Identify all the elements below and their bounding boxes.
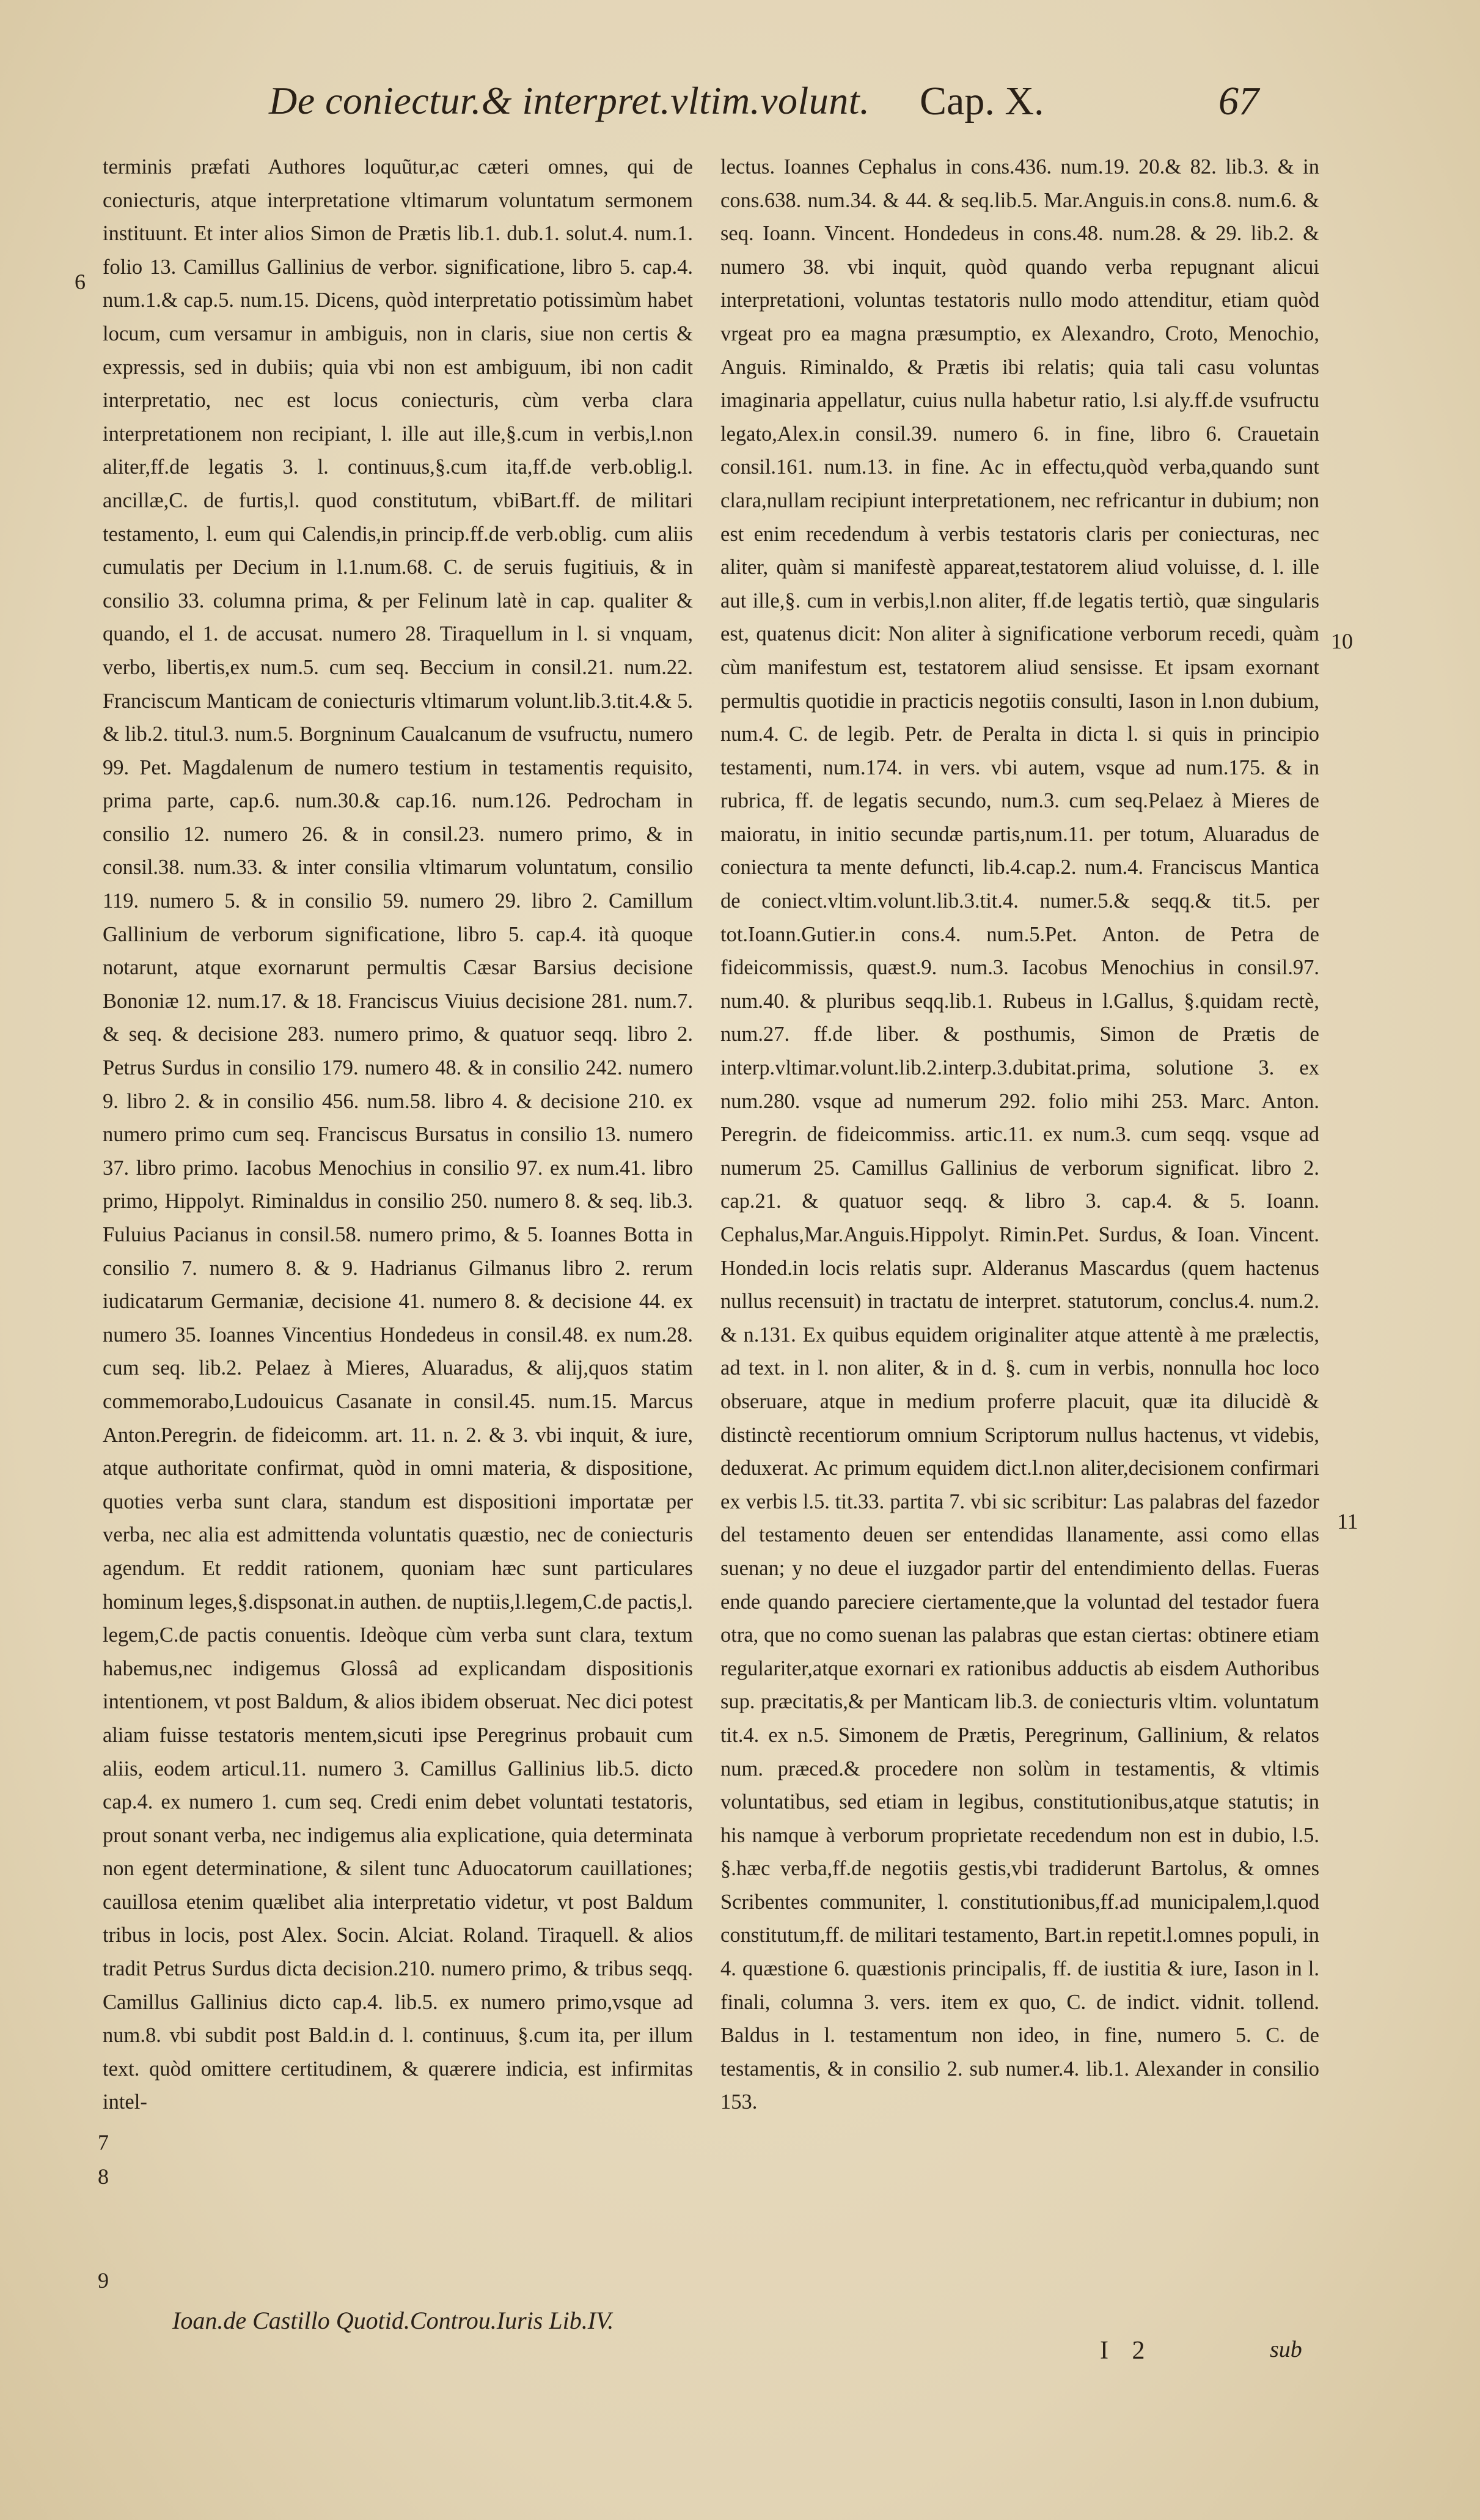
right-column-text: lectus. Ioannes Cephalus in cons.436. num.19. 20.& 82. lib.3. & in cons.638. num.34. & 44. & seq.lib.5. Mar.Anguis.in cons.8. num.6. & seq. Ioann. Vincent. Hondedeus in cons.48. num.28. & 29. lib.2. & numero 38. vbi inquit, quòd quando verba repugnant alicui interpretationi, voluntas testatoris nullo modo attenditur, etiam quòd vrgeat pro ea magna præsumptio, ex Alexandro, Croto, Menochio, Anguis. Riminaldo, & Prætis ibi relatis; quia tali casu voluntas imaginaria appellatur, cuius nulla habetur ratio, l.si aly.ff.de vsufructu legato,Alex.in consil.39. numero 6. in fine, libro 6. Crauetain consil.161. num.13. in fine. Ac in effectu,quòd verba,quando sunt clara,nullam recipiunt interpretationem, nec refricantur in dubium; non est enim recedendum à verbis testatoris claris per coniecturas, nec aliter, quàm si manifestè appareat,testatorem aliud voluisse, d. l. ille aut ille,§. cum in verbis,l.non aliter, ff.de legatis tertiò, quæ singularis est, quatenus dicit: Non aliter à significatione verborum recedi, quàm cùm manifestum est, testatorem aliud sensisse. Et ipsam exornant permultis quotidie in practicis negotiis consulti, Iason in l.non dubium, num.4. C. de legib. Petr. de Peralta in dicta l. si quis in principio testamenti, num.174. in vers. vbi autem, vsque ad num.175. & in rubrica, ff. de legatis secundo, num.3. cum seq.Pelaez à Mieres de maioratu, in initio secundæ partis,num.11. per totum, Aluaradus de coniectura ta mente defuncti, lib.4.cap.2. num.4. Franciscus Mantica de coniect.vltim.volunt.lib.3.tit.4. numer.5.& seqq.& tit.5. per tot.Ioann.Gutier.in cons.4. num.5.Pet. Anton. de Petra de fideicommissis, quæst.9. num.3. Iacobus Menochius in consil.97. num.40. & pluribus seqq.lib.1. Rubeus in l.Gallus, §.quidam rectè, num.27. ff.de liber. & posthumis, Simon de Prætis de interp.vltimar.volunt.lib.2.interp.3.dubitat.prima, solutione 3. ex num.280. vsque ad numerum 292. folio mihi 253. Marc. Anton. Peregrin. de fideicommiss. artic.11. ex num.3. cum seqq. vsque ad numerum 25. Camillus Gallinius de verborum significat. libro 2. cap.21. & quatuor seqq. & libro 3. cap.4. & 5. Ioann. Cephalus,Mar.Anguis.Hippolyt. Rimin.Pet. Surdus, & Ioan. Vincent. Honded.in locis relatis supr. Alderanus Mascardus (quem hactenus nullus recensuit) in tractatu de interpret. statutorum, conclus.4. num.2. & n.131. Ex quibus equidem originaliter atque attentè à me prælectis, ad text. in l. non aliter, & in d. §. cum in verbis, nonnulla hoc loco obseruare, atque in medium proferre placuit, quæ ita dilucidè & distinctè recentiorum omnium Scriptorum nullus hactenus, vt videbis, deduxerat. Ac primum equidem dict.l.non aliter,decisionem confirmari ex verbis l.5. tit.33. partita 7. vbi sic scribitur: Las palabras del fazedor del testamento deuen ser entendidas llanamente, assi como ellas suenan; y no deue el iuzgador partir del entendimiento dellas. Fueras ende quando pareciere ciertamente,que la voluntad del testador fuera otra, que no como suenan las palabras que estan ciertas: obtinere etiam regulariter,atque exornari ex rationibus adductis ab eisdem Authoribus sup. præcitatis,& per Manticam lib.3. de coniecturis vltim. voluntatum tit.4. ex n.5. Simonem de Prætis, Peregrinum, Gallinium, & relatos num. præced.& procedere non solùm in testamentis, & vltimis voluntatibus, sed etiam in legibus, constitutionibus,atque statutis; in his namque à verborum proprietate recedendum non est in dubio, l.5. §.hæc verba,ff.de negotiis gestis,vbi tradiderunt Bartolus, & omnes Scribentes communiter, l. constitutionibus,ff.ad municipalem,l.quod constitutum,ff. de militari testamento, Bart.in repetit.l.omnes populi, in 4. quæstione 6. quæstionis principalis, ff. de iustitia & iure, Iason in l. finali, columna 3. vers. item ex quo, C. de indict. vidnit. tollend. Baldus in l. testamentum non ideo, in fine, numero 5. C. de testamentis, & in consilio 2. sub numer.4. lib.1. Alexander in consilio 153.	[720, 155, 1319, 2114]
signature-mark: I 2	[1100, 2337, 1154, 2365]
right-column	[720, 150, 1319, 2119]
margin-number: 6	[75, 270, 86, 294]
left-column	[103, 150, 693, 2119]
margin-number: 7	[98, 2130, 109, 2154]
catchword: sub	[1270, 2337, 1302, 2362]
margin-number: 11	[1337, 1509, 1358, 1534]
margin-number: 8	[98, 2164, 109, 2189]
page-header	[269, 78, 1295, 145]
running-title: De coniectur.& interpret.vltim.volunt.	[269, 79, 870, 122]
left-column-text: terminis præfati Authores loquũtur,ac cæteri omnes, qui de coniecturis, atque interpretatione vltimarum voluntatum sermonem instituunt. Et inter alios Simon de Prætis lib.1. dub.1. solut.4. num.1. folio 13. Camillus Gallinius de verbor. significatione, libro 5. cap.4. num.1.& cap.5. num.15. Dicens, quòd interpretatio potissimùm habet locum, cum versamur in ambiguis, non in claris, siue non certis & expressis, sed in dubiis; quia vbi non est ambiguum, ibi non cadit interpretatio, nec est locus coniecturis, cùm verba clara interpretationem non recipiant, l. ille aut ille,§.cum in verbis,l.non aliter,ff.de legatis 3. l. continuus,§.cum ita,ff.de verb.oblig.l. ancillæ,C. de furtis,l. quod constitutum, vbiBart.ff. de militari testamento, l. eum qui Calendis,in princip.ff.de verb.oblig. cum aliis cumulatis per Decium in l.1.num.68. C. de seruis fugitiuis, & in consilio 33. columna prima, & per Felinum latè in cap. qualiter & quando, el 1. de accusat. numero 28. Tiraquellum in l. si vnquam, verbo, libertis,ex num.5. cum seq. Beccium in consil.21. num.22. Franciscum Manticam de coniecturis vltimarum volunt.lib.3.tit.4.& 5. & lib.2. titul.3. num.5. Borgninum Caualcanum de vsufructu, numero 99. Pet. Magdalenum de numero testium in testamentis requisito, prima parte, cap.6. num.30.& cap.16. num.126. Pedrocham in consilio 12. numero 26. & in consil.23. numero primo, & in consil.38. num.33. & inter consilia vltimarum voluntatum, consilio 119. numero 5. & in consilio 59. numero 29. libro 2. Camillum Gallinium de verborum significatione, libro 5. cap.4. ità quoque notarunt, atque exornarunt permultis Cæsar Barsius decisione Bononiæ 12. num.17. & 18. Franciscus Viuius decisione 281. num.7. & seq. & decisione 283. numero primo, & quatuor seqq. libro 2. Petrus Surdus in consilio 179. numero 48. & in consilio 242. numero 9. libro 2. & in consilio 456. num.58. libro 4. & decisione 210. ex numero primo cum seq. Franciscus Bursatus in consilio 13. numero 37. libro primo. Iacobus Menochius in consilio 97. ex num.41. libro primo, Hippolyt. Riminaldus in consilio 250. numero 8. & seq. lib.3. Fuluius Pacianus in consil.58. numero primo, & 5. Ioannes Botta in consilio 7. numero 8. & 9. Hadrianus Gilmanus libro 2. rerum iudicatarum Germaniæ, decisione 41. numero 8. & decisione 44. ex numero 35. Ioannes Vincentius Hondedeus in consil.48. ex num.28. cum seq. lib.2. Pelaez à Mieres, Aluaradus, & alij,quos statim commemorabo,Ludouicus Casanate in consil.45. num.15. Marcus Anton.Peregrin. de fideicomm. art. 11. n. 2. & 3. vbi inquit, & iure, atque authoritate confirmat, quòd in omni materia, & dispositione, quoties verba sunt clara, standum est dispositioni importatæ per verba, nec alia est admittenda voluntatis quæstio, nec de coniecturis agendum. Et reddit rationem, quoniam hæc sunt particulares hominum leges,§.dispsonat.in authen. de nuptiis,l.legem,C.de pactis,l. legem,C.de pactis conuentis. Ideòque cùm verba sunt clara, textum habemus,nec indigemus Glossâ ad explicandam dispositionis intentionem, vt post Baldum, & alios ibidem obseruat. Nec dici potest aliam fuisse testatoris mentem,sicuti ipse Peregrinus probauit cum aliis, eodem articul.11. numero 3. Camillus Gallinius lib.5. dicto cap.4. ex numero 1. cum seq. Credi enim debet voluntati testatoris, prout sonant verba, nec indigemus alia explicatione, quia determinata non egent determinatione, & silent tunc Aduocatorum cauillationes; cauillosa etenim quælibet alia interpretatio videtur, vt post Baldum tribus in locis, post Alex. Socin. Alciat. Roland. Tiraquell. & alios tradit Petrus Surdus dicta decision.210. numero primo, & tribus seqq. Camillus Gallinius dicto cap.4. lib.5. ex numero primo,vsque ad num.8. vbi subdit post Bald.in d. l. continuus, §.cum ita, per illum text. quòd omittere certitudinem, & quærere indicia, est infirmitas intel-	[103, 155, 693, 2114]
page-number: 67	[1218, 79, 1259, 123]
chapter-label: Cap. X.	[920, 79, 1044, 123]
book-reference: Ioan.de Castillo Quotid.Controu.Iuris Lib.IV.	[172, 2307, 614, 2334]
margin-number: 10	[1331, 629, 1353, 653]
margin-number: 9	[98, 2268, 109, 2293]
